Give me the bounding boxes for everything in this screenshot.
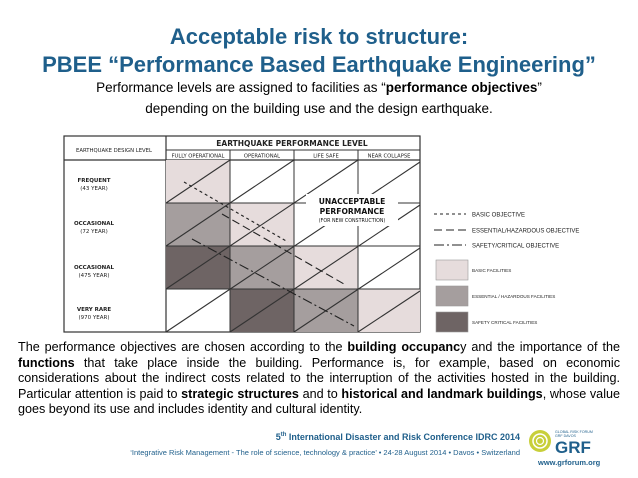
body-paragraph: [18, 340, 620, 418]
subtitle-suffix: ”: [537, 80, 542, 95]
legend-basic-objective: BASIC OBJECTIVE: [472, 212, 526, 219]
conf-number: 5: [275, 432, 281, 442]
para-text-1: The performance objectives are chosen according to the: [18, 340, 348, 354]
footer-url: www.grforum.org: [538, 458, 601, 467]
subtitle-line2: depending on the building use and the design earthquake.: [145, 101, 493, 116]
para-bold-strategic: strategic structures: [181, 386, 299, 401]
para-text-3: that take place inside the building. Performance is, for example, based on economic considerations about the indirect costs related to the interruption of the activities hosted in the building. Particular attention is paid to: [18, 355, 620, 401]
para-bold-functions: functions: [18, 355, 75, 370]
performance-matrix-svg: [62, 134, 422, 334]
grf-logo: [528, 426, 608, 456]
legend-essential-objective: ESSENTIAL/HAZARDOUS OBJECTIVE: [472, 228, 580, 235]
para-bold-historical: historical and landmark buildings: [341, 386, 543, 401]
logo-text: GRF: [555, 438, 591, 456]
para-text-5: , whose value goes beyond its use and includes identity and cultural identity.: [18, 386, 620, 416]
col-label-life-safe: LIFE SAFE: [313, 153, 339, 160]
logo-small2: GRF DAVOS: [555, 434, 576, 438]
row-period-very-rare: (970 YEAR): [78, 315, 110, 321]
matrix-header: EARTHQUAKE PERFORMANCE LEVEL: [216, 139, 368, 148]
unacceptable-line2: PERFORMANCE: [319, 207, 385, 216]
unacceptable-line3: (FOR NEW CONSTRUCTION): [318, 219, 386, 224]
conf-text: International Disaster and Risk Conference IDRC 2014: [286, 432, 520, 442]
matrix-row-header: EARTHQUAKE DESIGN LEVEL: [76, 148, 152, 154]
performance-matrix: [62, 134, 422, 334]
row-period-occasional-475: (475 YEAR): [78, 273, 110, 279]
row-period-frequent: (43 YEAR): [80, 186, 108, 192]
grf-logo-svg: [528, 426, 608, 456]
legend-essential-box: [436, 286, 468, 306]
footer-tagline: ‘Integrative Risk Management - The role of science, technology & practice’ • 24-28 August 2014 • Davos • Switzerland: [130, 448, 520, 457]
legend-basic-box: [436, 260, 468, 280]
subtitle-line1: [0, 80, 638, 95]
legend-safety-box: [436, 312, 468, 332]
para-bold-occupancy: building occupanc: [347, 340, 461, 354]
legend-safety-objective: SAFETY/CRITICAL OBJECTIVE: [472, 243, 560, 250]
conf-superscript: th: [280, 432, 287, 438]
col-label-operational: OPERATIONAL: [243, 153, 281, 160]
legend-svg: [430, 206, 630, 336]
legend-basic-facilities: BASIC FACILITIES: [472, 268, 512, 273]
para-text-2: y and the importance of the: [460, 340, 620, 354]
slide-title-line2: PBEE “Performance Based Earthquake Engineering”: [42, 52, 596, 77]
slide-title-line1: Acceptable risk to structure:: [169, 24, 469, 49]
logo-small1: GLOBAL RISK FORUM: [555, 430, 593, 434]
footer-conference: [200, 432, 520, 442]
row-label-very-rare: VERY RARE: [76, 307, 112, 313]
unacceptable-line1: UNACCEPTABLE: [318, 197, 386, 206]
col-label-fully-operational: FULLY OPERATIONAL: [171, 153, 225, 160]
subtitle-bold: performance objectives: [385, 80, 538, 95]
row-label-frequent: FREQUENT: [77, 178, 111, 184]
legend-essential-facilities: ESSENTIAL / HAZARDOUS FACILITIES: [472, 294, 556, 299]
row-label-occasional-475: OCCASIONAL: [73, 265, 115, 271]
row-label-occasional-72: OCCASIONAL: [73, 221, 115, 227]
legend-safety-facilities: SAFETY CRITICAL FACILITIES: [472, 320, 538, 325]
col-label-near-collapse: NEAR COLLAPSE: [367, 153, 411, 160]
subtitle-prefix: Performance levels are assigned to facilities as “: [96, 80, 386, 95]
para-text-4: and to: [298, 386, 342, 401]
row-period-occasional-72: (72 YEAR): [80, 229, 108, 235]
matrix-legend: [430, 206, 630, 336]
